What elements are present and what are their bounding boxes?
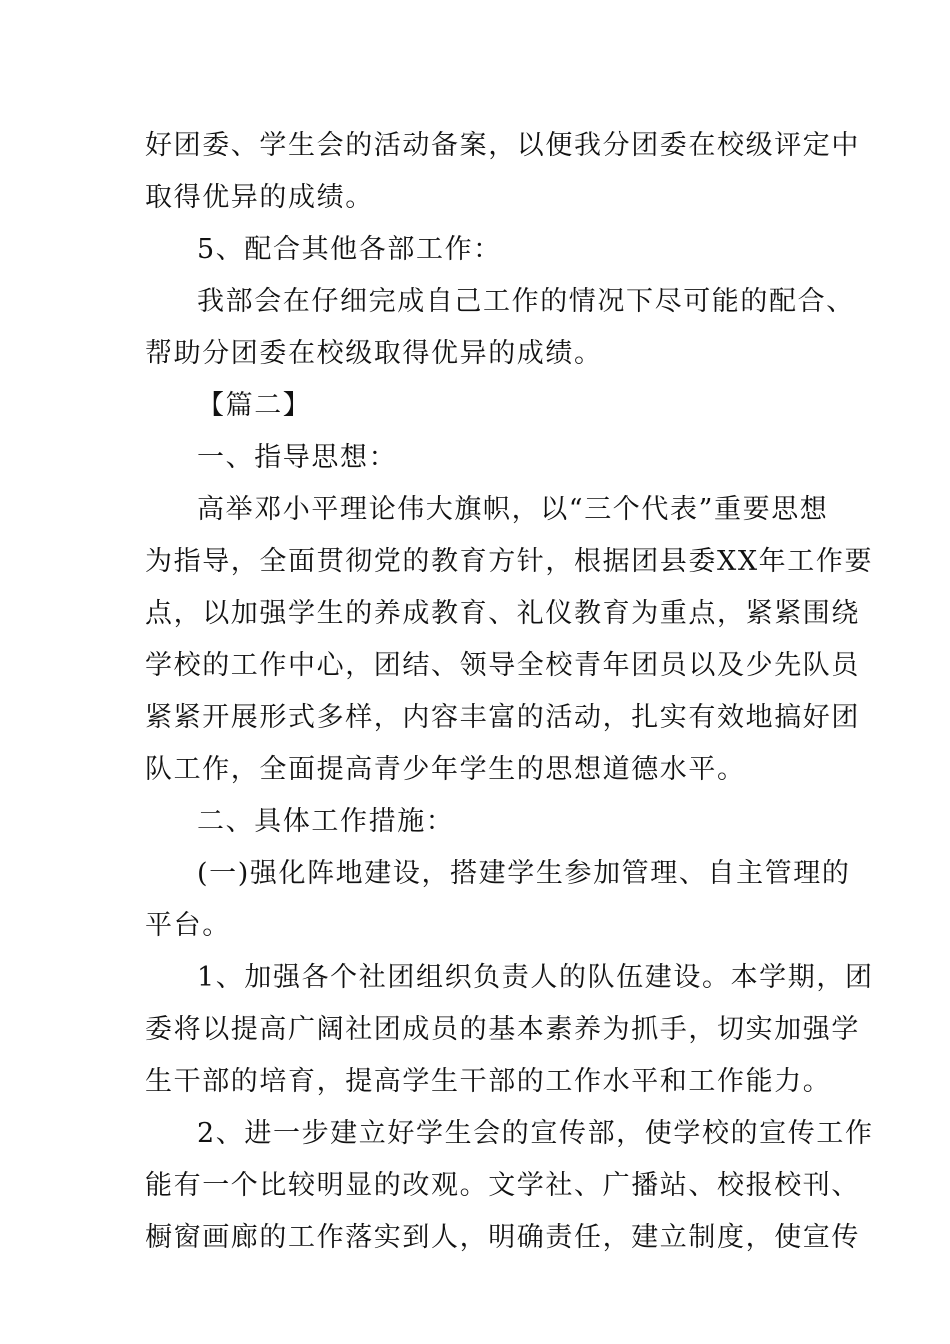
text-line: 平台。 <box>145 910 231 941</box>
text-line: 取得优异的成绩。 <box>145 182 374 213</box>
text-line: 队工作，全面提高青少年学生的思想道德水平。 <box>145 754 746 785</box>
text-line: 紧紧开展形式多样，内容丰富的活动，扎实有效地搞好团 <box>145 702 860 733</box>
text-line: 一、指导思想： <box>197 442 398 473</box>
text-line: 我部会在仔细完成自己工作的情况下尽可能的配合、 <box>197 286 855 317</box>
text-line: 二、具体工作措施： <box>197 806 455 837</box>
text-line: 委将以提高广阔社团成员的基本素养为抓手，切实加强学 <box>145 1014 860 1045</box>
text-line: 2、进一步建立好学生会的宣传部，使学校的宣传工作 <box>197 1118 874 1149</box>
text-line: 帮助分团委在校级取得优异的成绩。 <box>145 338 603 369</box>
text-line: 生干部的培育，提高学生干部的工作水平和工作能力。 <box>145 1066 832 1097</box>
text-line: 能有一个比较明显的改观。文学社、广播站、校报校刊、 <box>145 1170 860 1201</box>
text-line: 好团委、学生会的活动备案，以便我分团委在校级评定中 <box>145 130 860 161</box>
text-line: 1、加强各个社团组织负责人的队伍建设。本学期，团 <box>197 962 874 993</box>
text-line: 点，以加强学生的养成教育、礼仪教育为重点，紧紧围绕 <box>145 598 860 629</box>
text-line: 5、配合其他各部工作： <box>197 234 502 265</box>
section-heading: 【篇二】 <box>197 390 312 421</box>
text-line: 高举邓小平理论伟大旗帜，以“三个代表”重要思想 <box>197 494 829 525</box>
text-line: (一)强化阵地建设，搭建学生参加管理、自主管理的 <box>197 858 851 889</box>
text-line: 学校的工作中心，团结、领导全校青年团员以及少先队员 <box>145 650 860 681</box>
text-line: 橱窗画廊的工作落实到人，明确责任，建立制度，使宣传 <box>145 1222 860 1253</box>
text-line: 为指导，全面贯彻党的教育方针，根据团县委XX年工作要 <box>145 546 874 577</box>
